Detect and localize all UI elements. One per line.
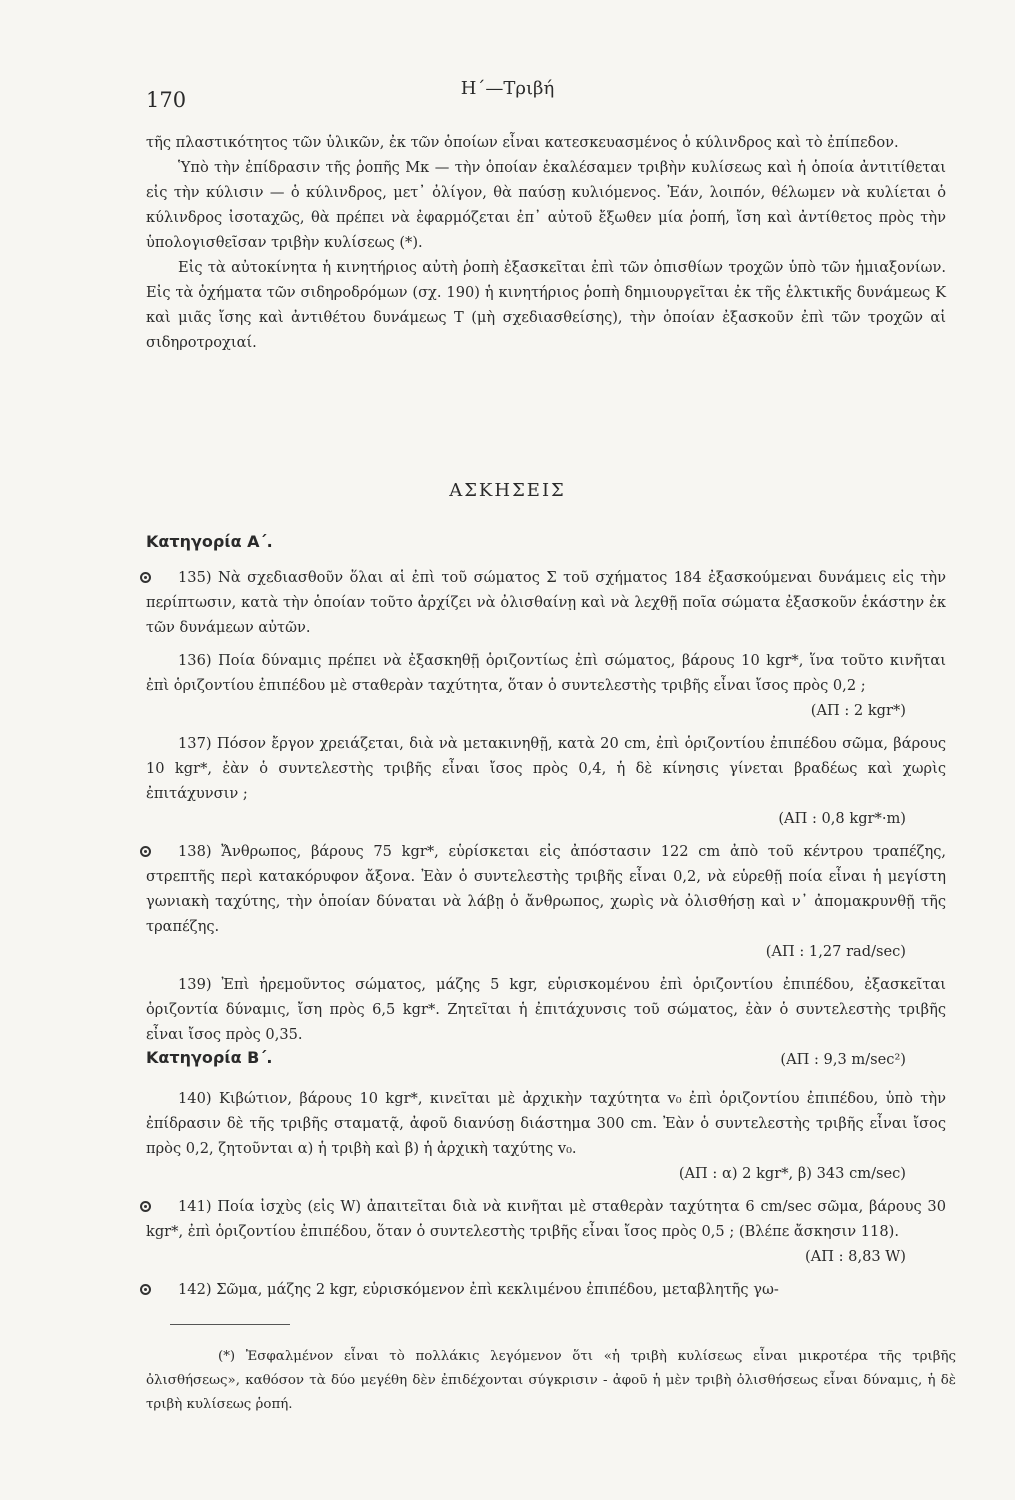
exercises-heading: ΑΣΚΗΣΕΙΣ (449, 480, 566, 501)
exercise-item (146, 1194, 946, 1269)
exercise-item (146, 648, 946, 723)
category-a-heading: Κατηγορία Α΄. (146, 532, 273, 551)
footnote-rule (170, 1324, 290, 1325)
exercise-item (146, 1086, 946, 1186)
exercise-answer: (ΑΠ : 1,27 rad/sec) (765, 943, 906, 960)
exercise-number: 142) (178, 1281, 212, 1298)
bullseye-marker-icon (140, 1284, 151, 1295)
exercise-list-a (146, 565, 946, 1080)
exercise-text: Κιβώτιον, βάρους 10 kgr*, κινεῖται μὲ ἀρχικὴν ταχύτητα v₀ ἐπὶ ὁριζοντίου ἐπιπέδου, ὑπὸ τὴν ἐπίδρασιν δὲ τῆς τριβῆς σταματᾷ, ἀφοῦ διανύσῃ διάστημα 300 cm. Ἐὰν ὁ συντελεστὴς τριβῆς εἶναι ἴσος πρὸς 0,2, ζητοῦνται α) ἡ τριβὴ καὶ β) ἡ ἀρχικὴ ταχύτης v₀. (146, 1090, 946, 1157)
exercise-number: 140) (178, 1090, 212, 1107)
exercise-item (146, 1277, 946, 1302)
running-head: Η΄—Τριβή (460, 78, 555, 99)
exercise-answer: (ΑΠ : α) 2 kgr*, β) 343 cm/sec) (678, 1165, 906, 1182)
exercise-list-b (146, 1086, 946, 1310)
exercise-number: 137) (178, 735, 212, 752)
category-b-heading: Κατηγορία Β΄. (146, 1048, 273, 1067)
exercise-text: Ἄνθρωπος, βάρους 75 kgr*, εὑρίσκεται εἰς ἀπόστασιν 122 cm ἀπὸ τοῦ κέντρου τραπέζης, στρεπτῆς περὶ κατακόρυφον ἄξονα. Ἐὰν ὁ συντελεστὴς τριβῆς εἶναι 0,2, νὰ εὑρεθῇ ποία εἶναι ἡ μεγίστη γωνιακὴ ταχύτης, τὴν ὁποίαν δύναται νὰ λάβῃ ὁ ἄνθρωπος, χωρὶς νὰ ὀλισθήσῃ καὶ ν᾽ ἀπομακρυνθῇ τῆς τραπέζης. (146, 843, 947, 935)
exercise-text: Ποία δύναμις πρέπει νὰ ἐξασκηθῇ ὁριζοντίως ἐπὶ σώματος, βάρους 10 kgr*, ἵνα τοῦτο κινῆται ἐπὶ ὁριζοντίου ἐπιπέδου μὲ σταθερὰν ταχύτητα, ὅταν ὁ συντελεστὴς τριβῆς εἶναι ἴσος πρὸς 0,2 ; (146, 652, 947, 694)
exercise-number: 138) (178, 843, 212, 860)
paragraph: Ὑπὸ τὴν ἐπίδρασιν τῆς ῥοπῆς Mκ — τὴν ὁποίαν ἐκαλέσαμεν τριβὴν κυλίσεως καὶ ἡ ὁποία ἀντιτίθεται εἰς τὴν κύλισιν — ὁ κύλινδρος, μετ᾽ ὀλίγον, θὰ παύσῃ κυλιόμενος. Ἐάν, λοιπόν, θέλωμεν νὰ κυλίεται ὁ κύλινδρος ἰσοταχῶς, θὰ πρέπει νὰ ἐφαρμόζεται ἐπ᾽ αὐτοῦ ἔξωθεν μία ῥοπή, ἴση καὶ ἀντίθετος πρὸς τὴν ὑπολογισθεῖσαν τριβὴν κυλίσεως (*). (146, 159, 946, 251)
exercise-number: 136) (178, 652, 212, 669)
exercise-text: Σῶμα, μάζης 2 kgr, εὑρισκόμενον ἐπὶ κεκλιμένου ἐπιπέδου, μεταβλητῆς γω- (216, 1281, 779, 1298)
exercise-number: 141) (178, 1198, 212, 1215)
exercise-text: Ποία ἰσχὺς (εἰς W) ἀπαιτεῖται διὰ νὰ κινῆται μὲ σταθερὰν ταχύτητα 6 cm/sec σῶμα, βάρους 30 kgr*, ἐπὶ ὁριζοντίου ἐπιπέδου, ὅταν ὁ συντελεστὴς τριβῆς εἶναι ἴσος πρὸς 0,5 ; (Βλέπε ἄσκησιν 118). (146, 1198, 947, 1240)
intro-text (146, 130, 946, 355)
exercise-item (146, 731, 946, 831)
bullseye-marker-icon (140, 1201, 151, 1212)
exercise-text: Πόσον ἔργον χρειάζεται, διὰ νὰ μετακινηθῇ, κατὰ 20 cm, ἐπὶ ὁριζοντίου ἐπιπέδου σῶμα, βάρους 10 kgr*, ἐὰν ὁ συντελεστὴς τριβῆς εἶναι ἴσος πρὸς 0,4, ἡ δὲ κίνησις γίνεται βραδέως καὶ χωρὶς ἐπιτάχυνσιν ; (146, 735, 947, 802)
exercise-answer: (ΑΠ : 9,3 m/sec²) (780, 1051, 906, 1068)
exercise-answer: (ΑΠ : 2 kgr*) (810, 702, 906, 719)
paragraph: Εἰς τὰ αὐτοκίνητα ἡ κινητήριος αὐτὴ ῥοπὴ ἐξασκεῖται ἐπὶ τῶν ὀπισθίων τροχῶν ὑπὸ τῶν ἡμιαξονίων. Εἰς τὰ ὀχήματα τῶν σιδηροδρόμων (σχ. 190) ἡ κινητήριος ῥοπὴ δημιουργεῖται ἐκ τῆς ἑλκτικῆς δυνάμεως K καὶ μιᾶς ἴσης καὶ ἀντιθέτου δυνάμεως T (μὴ σχεδιασθείσης), τὴν ὁποίαν ἐξασκοῦν ἐπὶ τῶν τροχῶν αἱ σιδηροτροχιαί. (146, 259, 946, 351)
footnote (146, 1345, 956, 1417)
footnote-text: (*) Ἐσφαλμένον εἶναι τὸ πολλάκις λεγόμενον ὅτι «ἡ τριβὴ κυλίσεως εἶναι μικροτέρα τῆς τριβῆς ὀλισθήσεως», καθόσον τὰ δύο μεγέθη δὲν ἐπιδέχονται σύγκρισιν - ἀφοῦ ἡ μὲν τριβὴ ὀλισθήσεως εἶναι δύναμις, ἡ δὲ τριβὴ κυλίσεως ῥοπή. (146, 1349, 956, 1412)
exercise-number: 135) (178, 569, 212, 586)
exercise-text: Ἐπὶ ἠρεμοῦντος σώματος, μάζης 5 kgr, εὑρισκομένου ἐπὶ ὁριζοντίου ἐπιπέδου, ἐξασκεῖται ὁριζοντία δύναμις, ἴση πρὸς 6,5 kgr*. Ζητεῖται ἡ ἐπιτάχυνσις τοῦ σώματος, ἐὰν ὁ συντελεστὴς τριβῆς εἶναι ἴσος πρὸς 0,35. (146, 976, 947, 1043)
paragraph: τῆς πλαστικότητος τῶν ὑλικῶν, ἐκ τῶν ὁποίων εἶναι κατεσκευασμένος ὁ κύλινδρος καὶ τὸ ἐπίπεδον. (146, 134, 899, 151)
exercise-text: Νὰ σχεδιασθοῦν ὅλαι αἱ ἐπὶ τοῦ σώματος Σ τοῦ σχήματος 184 ἐξασκούμεναι δυνάμεις εἰς τὴν περίπτωσιν, κατὰ τὴν ὁποίαν τοῦτο ἀρχίζει νὰ ὀλισθαίνῃ καὶ νὰ λεχθῇ ποῖα σώματα ἐξασκοῦν ἑκάστην ἐκ τῶν δυνάμεων αὐτῶν. (146, 569, 946, 636)
page-number: 170 (146, 88, 187, 112)
bullseye-marker-icon (140, 572, 151, 583)
exercise-item (146, 839, 946, 964)
bullseye-marker-icon (140, 846, 151, 857)
exercise-answer: (ΑΠ : 0,8 kgr*·m) (778, 810, 906, 827)
exercise-number: 139) (178, 976, 212, 993)
exercise-answer: (ΑΠ : 8,83 W) (805, 1248, 906, 1265)
exercise-item (146, 565, 946, 640)
